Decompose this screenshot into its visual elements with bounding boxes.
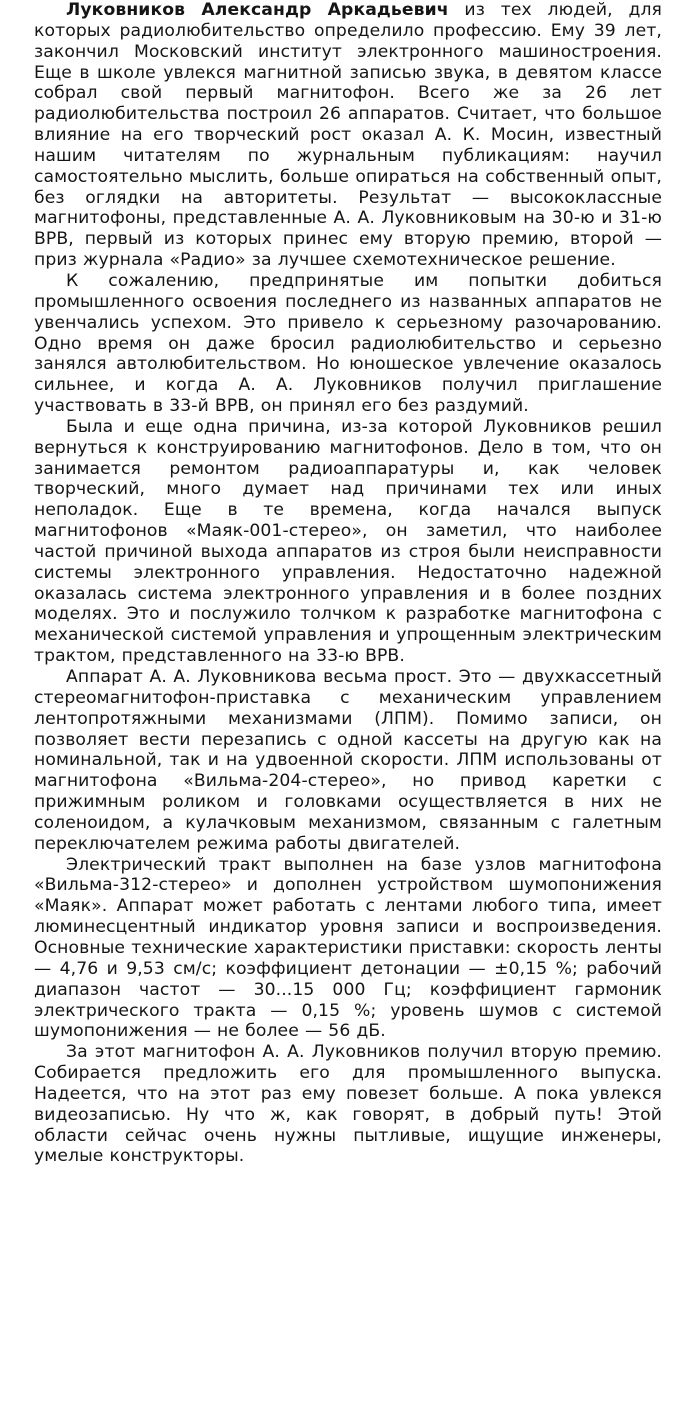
paragraph-4: Аппарат А. А. Луковникова весьма прост. Это — двухкассетный стереомагнитофон-приставка с механическим управлением лентопротяжными механизмами (ЛПМ). Помимо записи, он позволяет вести перезапись с одной кассеты на другую как на номинальной, так и на удвоенной скорости. ЛПМ использованы от магнитофона «Вильма-204-стерео», но привод каретки с прижимным роликом и головками осуществляется в них не соленоидом, а кулачковым механизмом, связанным с галетным переключателем режима работы двигателей.	[34, 667, 662, 854]
paragraph-3: Была и еще одна причина, из-за которой Луковников решил вернуться к конструированию магнитофонов. Дело в том, что он занимается ремонтом радиоаппаратуры и, как человек творческий, много думает над причинами тех или иных неполадок. Еще в те времена, когда начался выпуск магнитофонов «Маяк-001-стерео», он заметил, что наиболее частой причиной выхода аппаратов из строя были неисправности системы электронного управления. Недостаточно надежной оказалась система электронного управления и в более поздних моделях. Это и послужило толчком к разработке магнитофона с механической системой управления и упрощенным электрическим трактом, представленного на 33-ю ВРВ.	[34, 416, 662, 667]
paragraph-1-text: из тех людей, для которых радиолюбительство определило профессию. Ему 39 лет, закончил Московский институт электронного машиностроения. Еще в школе увлекся магнитной записью звука, в девятом классе собрал свой первый магнитофон. Всего же за 26 лет радиолюбительства построил 26 аппаратов. Считает, что большое влияние на его творческий рост оказал А. К. Мосин, известный нашим читателям по журнальным публикациям: научил самостоятельно мыслить, больше опираться на собственный опыт, без оглядки на авторитеты. Результат — высококлассные магнитофоны, представленные А. А. Луковниковым на 30-ю и 31-ю ВРВ, первый из которых принес ему вторую премию, второй — приз журнала «Радио» за лучшее схемотехническое решение.	[34, 0, 662, 271]
article-body	[34, 0, 662, 1167]
paragraph-5: Электрический тракт выполнен на базе узлов магнитофона «Вильма-312-стерео» и дополнен устройством шумопонижения «Маяк». Аппарат может работать с лентами любого типа, имеет люминесцентный индикатор уровня записи и воспроизведения. Основные технические характеристики приставки: скорость ленты — 4,76 и 9,53 см/с; коэффициент детонации — ±0,15 %; рабочий диапазон частот — 30...15 000 Гц; коэффициент гармоник электрического тракта — 0,15 %; уровень шумов с системой шумопонижения — не более — 56 дБ.	[34, 854, 662, 1042]
author-name: Луковников Александр Аркадьевич	[66, 0, 449, 20]
paragraph-2: К сожалению, предпринятые им попытки добиться промышленного освоения последнего из названных аппаратов не увенчались успехом. Это привело к серьезному разочарованию. Одно время он даже бросил радиолюбительство и серьезно занялся автолюбительством. Но юношеское увлечение оказалось сильнее, и когда А. А. Луковников получил приглашение участвовать в 33-й ВРВ, он принял его без раздумий.	[34, 270, 662, 417]
paragraph-6: За этот магнитофон А. А. Луковников получил вторую премию. Собирается предложить его для промышленного выпуска. Надеется, что на этот раз ему повезет больше. А пока увлекся видеозаписью. Ну что ж, как говорят, в добрый путь! Этой области сейчас очень нужны пытливые, ищущие инженеры, умелые конструкторы.	[34, 1042, 662, 1167]
paragraph-1	[34, 0, 662, 271]
